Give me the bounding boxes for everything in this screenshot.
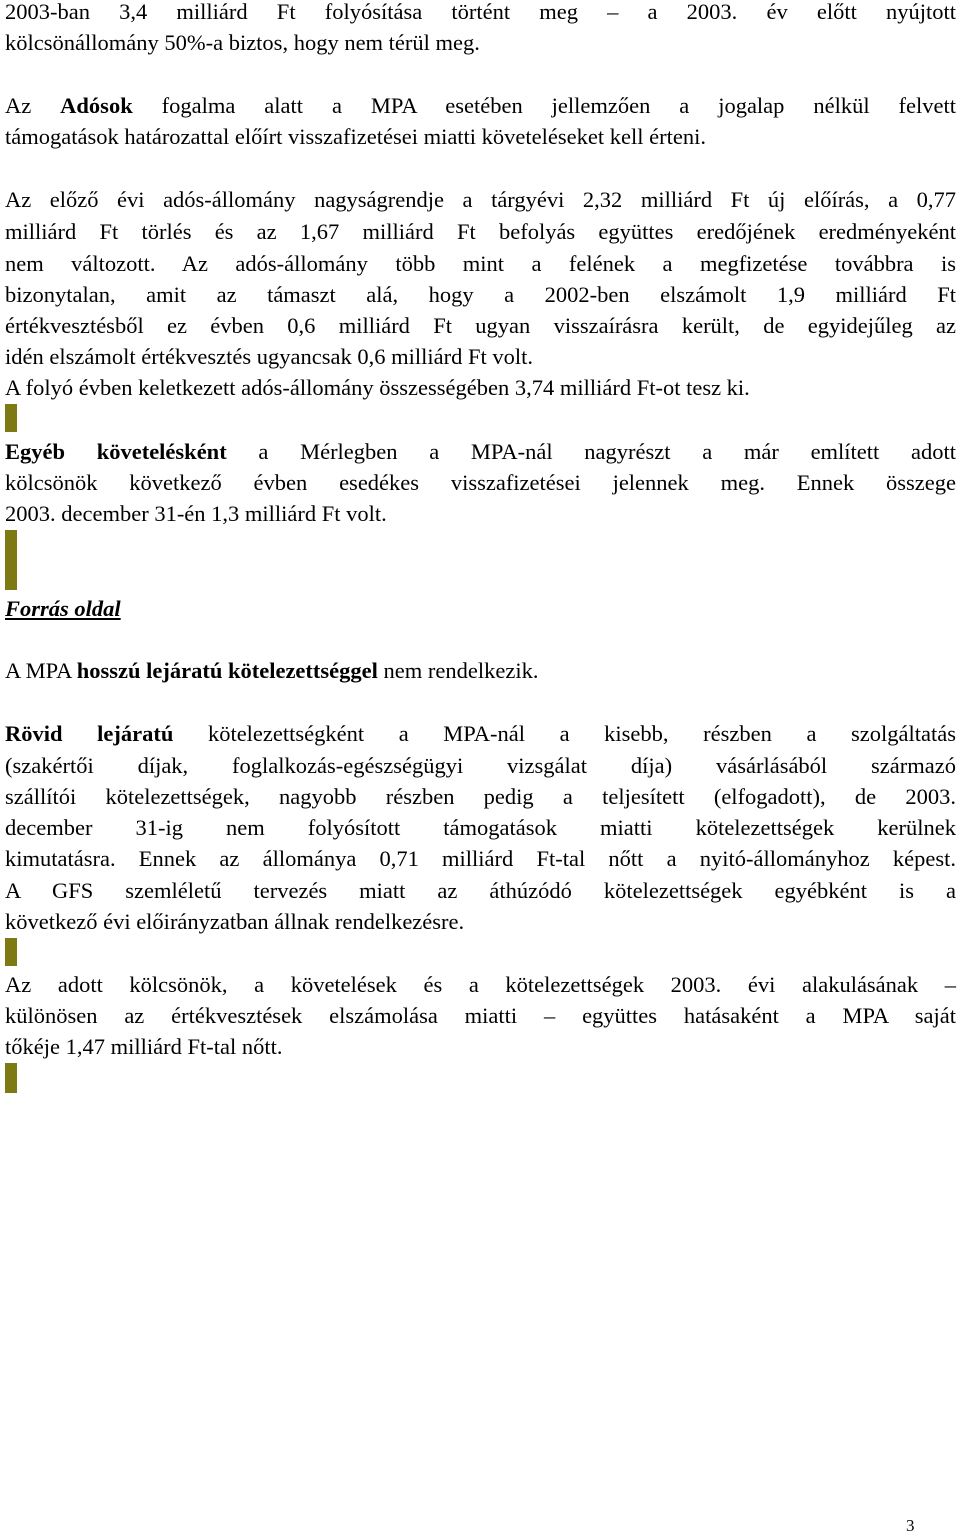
paragraph-long-term: A MPA hosszú lejáratú kötelezettséggel nem rendelkezik. [5,658,539,683]
term-other-receivables: Egyéb követelésként [5,439,227,464]
paragraph-short-term-line: december 31-ig nem folyósított támogatások miatti kötelezettségek kerülnek [5,815,956,840]
paragraph-other-line: 2003. december 31-én 1,3 milliárd Ft volt. [5,501,387,526]
paragraph-debtors-line: támogatások határozattal előírt visszafizetései miatti követeléseket kell érteni. [5,124,706,149]
paragraph-debt-stock-line: bizonytalan, amit az támaszt alá, hogy a 2002-ben elszámolt 1,9 milliárd Ft [5,282,956,307]
paragraph-loans-line: 2003-ban 3,4 milliárd Ft folyósítása történt meg – a 2003. év előtt nyújtott [5,0,956,24]
paragraph-debt-stock-line: Az előző évi adós-állomány nagyságrendje a tárgyévi 2,32 milliárd Ft új előírás, a 0,77 [5,187,956,212]
paragraph-debt-stock-line: milliárd Ft törlés és az 1,67 milliárd Ft befolyás együttes eredőjének eredményeként [5,219,956,244]
revision-marker [5,530,17,590]
paragraph-debt-stock-line: idén elszámolt értékvesztés ugyancsak 0,6 milliárd Ft volt. [5,344,533,369]
paragraph-debt-stock-line: értékvesztésből ez évben 0,6 milliárd Ft ugyan visszaírásra került, de egyidejűleg az [5,313,956,338]
paragraph-equity-line: tőkéje 1,47 milliárd Ft-tal nőtt. [5,1034,283,1059]
term-short-term: Rövid lejáratú [5,721,174,746]
paragraph-short-term-line: következő évi előirányzatban állnak rendelkezésre. [5,909,465,934]
revision-marker [5,1063,17,1093]
paragraph-debt-stock-line: nem változott. Az adós-állomány több mint a felének a megfizetése továbbra is [5,251,956,276]
revision-marker [5,404,17,432]
term-long-term-liability: hosszú lejáratú kötelezettséggel [76,658,378,683]
paragraph-debtors-line: Az Adósok fogalma alatt a MPA esetében jellemzően a jogalap nélkül felvett [5,93,956,118]
paragraph-debt-stock-line: A folyó évben keletkezett adós-állomány összességében 3,74 milliárd Ft-ot tesz ki. [5,375,750,400]
section-heading-sources: Forrás oldal [5,596,121,621]
revision-marker [5,938,17,966]
paragraph-short-term-line: (szakértői díjak, foglalkozás-egészségügyi vizsgálat díja) vásárlásából származó [5,753,956,778]
paragraph-equity-line: különösen az értékvesztések elszámolása miatti – együttes hatásaként a MPA saját [5,1003,956,1028]
paragraph-loans-line: kölcsönállomány 50%-a biztos, hogy nem térül meg. [5,30,480,55]
paragraph-equity-line: Az adott kölcsönök, a követelések és a kötelezettségek 2003. évi alakulásának – [5,972,956,997]
paragraph-other-line: Egyéb követelésként a Mérlegben a MPA-nál nagyrészt a már említett adott [5,439,956,464]
paragraph-short-term-line: kimutatásra. Ennek az állománya 0,71 milliárd Ft-tal nőtt a nyitó-állományhoz képest. [5,846,956,871]
paragraph-short-term-line: szállítói kötelezettségek, nagyobb részben pedig a teljesített (elfogadott), de 2003. [5,784,956,809]
paragraph-other-line: kölcsönök következő évben esedékes visszafizetései jelennek meg. Ennek összege [5,470,956,495]
term-debtors: Adósok [60,93,133,118]
page-number: 3 [906,1516,915,1535]
paragraph-short-term-line: Rövid lejáratú kötelezettségként a MPA-nál a kisebb, részben a szolgáltatás [5,721,956,746]
paragraph-short-term-line: A GFS szemléletű tervezés miatt az áthúzódó kötelezettségek egyébként is a [5,878,956,903]
